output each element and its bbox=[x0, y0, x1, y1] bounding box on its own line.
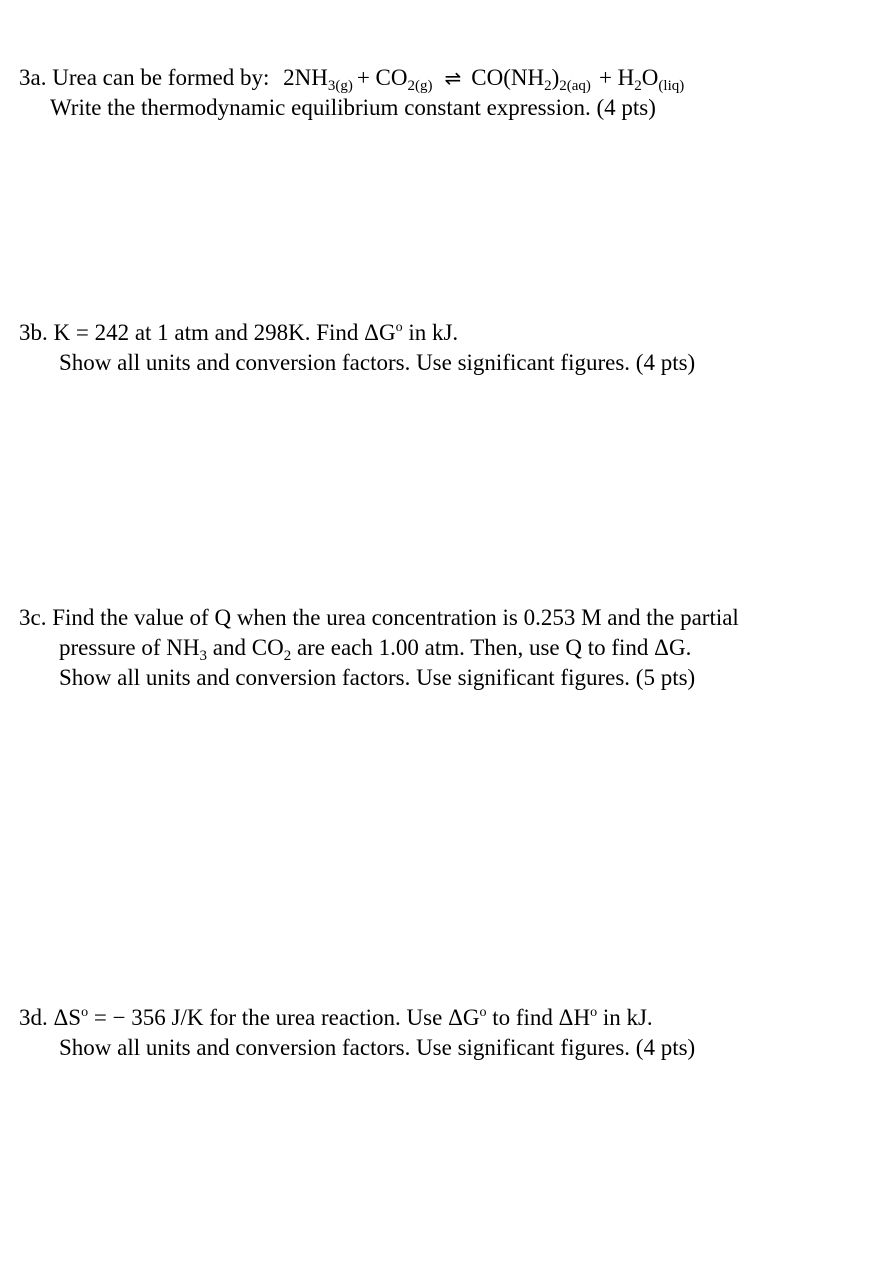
eq-urea: CO(NH bbox=[471, 65, 545, 90]
question-3a bbox=[19, 63, 879, 123]
question-3c-text-1: Find the value of Q when the urea concentration is 0.253 M and the partial bbox=[52, 605, 739, 630]
question-3b-standard-superscript: o bbox=[395, 320, 403, 335]
question-3d-line-1 bbox=[19, 1003, 879, 1033]
eq-carbon-dioxide-subscript: 2(g) bbox=[407, 78, 433, 94]
question-3c bbox=[19, 603, 879, 693]
question-3d bbox=[19, 1003, 879, 1063]
question-3d-text-c: to find ΔH bbox=[486, 1005, 591, 1030]
question-3c-text-2c: are each 1.00 atm. Then, use Q to find ΔG. bbox=[291, 635, 692, 660]
question-3b-line-1 bbox=[19, 318, 879, 348]
eq-urea-close: ) bbox=[551, 65, 560, 90]
eq-carbon-dioxide: + CO bbox=[356, 65, 408, 90]
question-3d-text-b: = − 356 J/K for the urea reaction. Use ΔG bbox=[88, 1005, 480, 1030]
question-3d-number: 3d. bbox=[19, 1005, 48, 1030]
eq-water: + H bbox=[598, 65, 635, 90]
question-3d-text-d: in kJ. bbox=[597, 1005, 653, 1030]
question-3d-entropy-superscript: o bbox=[81, 1005, 89, 1020]
question-3c-line-3: Show all units and conversion factors. Use significant figures. (5 pts) bbox=[59, 665, 696, 690]
eq-urea-inner-subscript: 2 bbox=[544, 78, 552, 94]
question-3c-line-2 bbox=[19, 633, 879, 663]
question-3a-line-2: Write the thermodynamic equilibrium constant expression. (4 pts) bbox=[50, 95, 656, 120]
question-3c-nh3-subscript: 3 bbox=[199, 648, 208, 664]
question-3d-enthalpy-superscript: o bbox=[590, 1005, 598, 1020]
question-3c-line-1 bbox=[19, 603, 879, 633]
question-3a-intro: Urea can be formed by: bbox=[52, 65, 270, 90]
urea-equation bbox=[283, 65, 685, 94]
question-3a-line-1 bbox=[19, 63, 879, 93]
question-3d-gibbs-superscript: o bbox=[479, 1005, 487, 1020]
question-3b-text-b: in kJ. bbox=[402, 320, 459, 345]
eq-ammonia-subscript: 3(g) bbox=[327, 78, 353, 94]
question-3b-line-2: Show all units and conversion factors. Use significant figures. (4 pts) bbox=[59, 350, 696, 375]
eq-water-h-subscript: 2 bbox=[634, 78, 642, 94]
eq-water-subscript: (liq) bbox=[658, 78, 685, 94]
question-3d-line-2: Show all units and conversion factors. Use significant figures. (4 pts) bbox=[59, 1035, 696, 1060]
question-3c-text-2a: pressure of NH bbox=[59, 635, 200, 660]
question-3c-number: 3c. bbox=[19, 605, 47, 630]
question-3b bbox=[19, 318, 879, 378]
question-3c-co2-subscript: 2 bbox=[283, 648, 292, 664]
question-3b-number: 3b. bbox=[19, 320, 48, 345]
question-3b-text-a: K = 242 at 1 atm and 298K. Find ΔG bbox=[53, 320, 396, 345]
equilibrium-arrow-icon: ⇌ bbox=[444, 66, 462, 90]
eq-water-o: O bbox=[641, 65, 659, 90]
question-3d-text-a: ΔS bbox=[53, 1005, 82, 1030]
question-3c-text-2b: and CO bbox=[207, 635, 284, 660]
eq-urea-subscript: 2(aq) bbox=[559, 78, 591, 94]
question-3a-number: 3a. bbox=[19, 65, 47, 90]
eq-ammonia: 2NH bbox=[283, 65, 328, 90]
